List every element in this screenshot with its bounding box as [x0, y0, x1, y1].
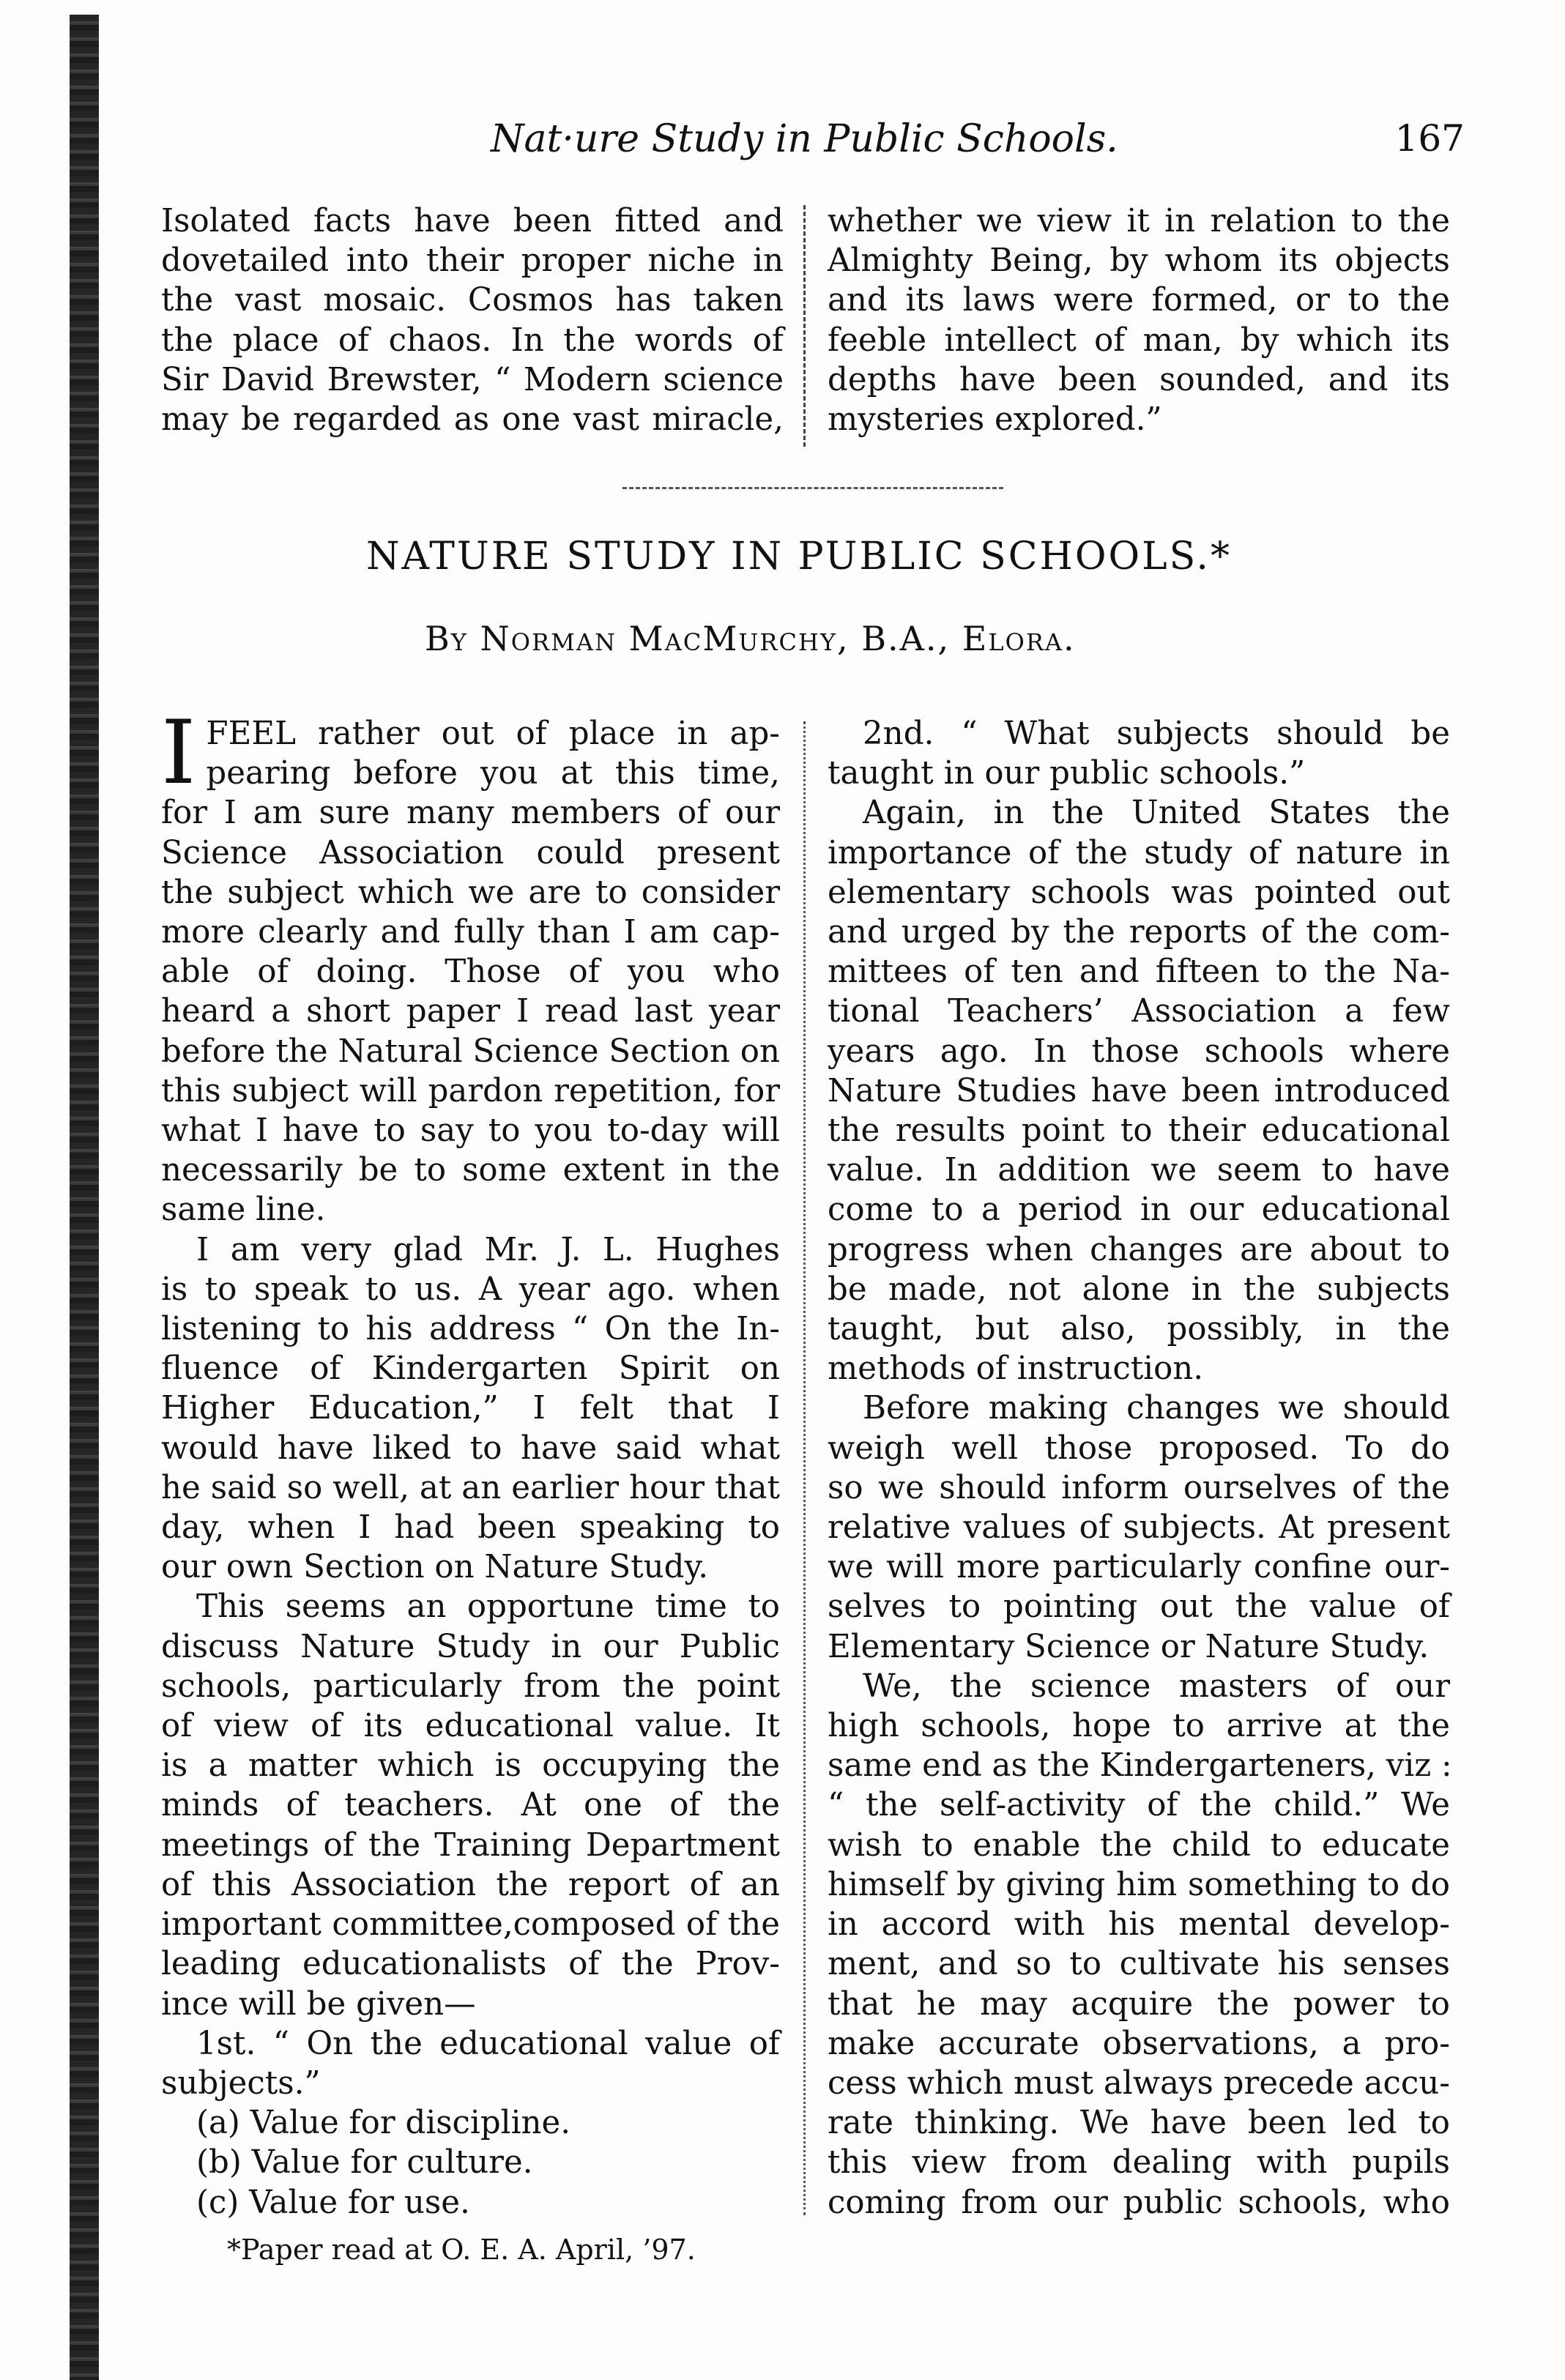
text-line: Before making changes we should: [863, 1390, 1450, 1427]
text-line: wish to enable the child to educate: [828, 1826, 1450, 1864]
text-line: I am very glad Mr. J. L. Hughes: [196, 1231, 780, 1268]
text-line: and its laws were formed, or to the: [828, 282, 1450, 319]
text-line: himself by giving him something to do: [828, 1866, 1450, 1903]
list-item: (b) Value for culture.: [196, 2144, 533, 2182]
text-line: this subject will pardon repetition, for: [161, 1072, 780, 1109]
text-line: Nature Studies have been introduced: [828, 1072, 1450, 1109]
top-right-column: [828, 201, 1450, 439]
text-line: listening to his address “ On the In-: [161, 1311, 780, 1348]
text-line: high schools, hope to arrive at the: [828, 1708, 1450, 1745]
text-line: subjects.”: [161, 2064, 321, 2102]
text-line: minds of teachers. At one of the: [161, 1787, 780, 1824]
text-line: years ago. In those schools where: [828, 1033, 1450, 1070]
text-line: may be regarded as one vast miracle,: [161, 401, 784, 439]
text-line: necessarily be to some extent in the: [161, 1152, 780, 1189]
text-line: and urged by the reports of the com-: [828, 914, 1450, 951]
column-divider: [803, 205, 806, 447]
text-line: so we should inform ourselves of the: [828, 1469, 1450, 1506]
opening-paragraph: [161, 702, 780, 804]
text-line: pearing before you at this time,: [206, 755, 780, 792]
text-line: for I am sure many members of our: [161, 795, 780, 832]
text-line: Elementary Science or Nature Study.: [828, 1628, 1430, 1665]
text-line: cess which must always precede accu-: [828, 2064, 1450, 2102]
section-divider: [622, 487, 1003, 489]
article-byline: By Norman MacMurchy, B.A., Elora.: [425, 619, 1076, 658]
scan-binding-edge: [70, 15, 99, 2380]
text-line: FEEL rather out of place in ap-: [206, 715, 780, 752]
page-number: 167: [1394, 117, 1465, 160]
text-line: importance of the study of nature in: [828, 834, 1450, 871]
text-line: “ the self-activity of the child.” We: [828, 1787, 1450, 1824]
text-line: of this Association the report of an: [161, 1866, 780, 1903]
text-line: Sir David Brewster, “ Modern science: [161, 361, 784, 398]
text-line: This seems an opportune time to: [196, 1588, 780, 1626]
text-line: Again, in the United States the: [863, 795, 1450, 832]
text-line: relative values of subjects. At present: [828, 1509, 1450, 1547]
page-header: [469, 117, 1465, 176]
text-line: 2nd. “ What subjects should be: [863, 715, 1450, 752]
text-line: feeble intellect of man, by which its: [828, 321, 1450, 359]
text-line: depths have been sounded, and its: [828, 361, 1450, 398]
text-line: mysteries explored.”: [828, 401, 1162, 439]
text-line: important committee,composed of the: [161, 1906, 780, 1944]
text-line: mittees of ten and fifteen to the Na-: [828, 953, 1450, 991]
drop-cap: I: [161, 702, 196, 804]
text-line: we will more particularly confine our-: [828, 1549, 1450, 1586]
text-line: is a matter which is occupying the: [161, 1747, 780, 1785]
text-line: taught in our public schools.”: [828, 755, 1306, 792]
text-line: fluence of Kindergarten Spirit on: [161, 1350, 780, 1388]
top-left-column: [161, 201, 784, 439]
text-line: ince will be given—: [161, 1985, 476, 2023]
text-line: make accurate observations, a pro-: [828, 2025, 1450, 2062]
text-line: in accord with his mental develop-: [828, 1906, 1450, 1944]
text-line: the place of chaos. In the words of: [161, 321, 784, 359]
text-line: methods of instruction.: [828, 1350, 1204, 1388]
text-line: be made, not alone in the subjects: [828, 1271, 1450, 1308]
text-line: the results point to their educational: [828, 1112, 1450, 1150]
text-line: that he may acquire the power to: [828, 1985, 1450, 2023]
text-line: tional Teachers’ Association a few: [828, 993, 1450, 1030]
text-line: progress when changes are about to: [828, 1231, 1450, 1268]
text-line: is to speak to us. A year ago. when: [161, 1271, 780, 1308]
main-left-column: [161, 702, 780, 2223]
text-line: would have liked to have said what: [161, 1429, 780, 1467]
footnote: *Paper read at O. E. A. April, ’97.: [227, 2234, 696, 2266]
text-line: value. In addition we seem to have: [828, 1152, 1450, 1189]
text-line: taught, but also, possibly, in the: [828, 1311, 1450, 1348]
main-right-column: [828, 714, 1450, 2223]
column-divider: [803, 721, 806, 2215]
text-line: coming from our public schools, who: [828, 2184, 1450, 2221]
text-line: able of doing. Those of you who: [161, 953, 780, 991]
running-title: Nat·ure Study in Public Schools.: [491, 117, 1118, 161]
list-item: (c) Value for use.: [196, 2184, 470, 2221]
text-line: Higher Education,” I felt that I: [161, 1390, 780, 1427]
text-line: what I have to say to you to-day will: [161, 1112, 780, 1150]
article-title: NATURE STUDY IN PUBLIC SCHOOLS.*: [366, 535, 1232, 579]
text-line: this view from dealing with pupils: [828, 2144, 1450, 2182]
text-line: day, when I had been speaking to: [161, 1509, 780, 1547]
text-line: weigh well those proposed. To do: [828, 1429, 1450, 1467]
text-line: he said so well, at an earlier hour that: [161, 1469, 780, 1506]
text-line: elementary schools was pointed out: [828, 874, 1450, 911]
text-line: the subject which we are to consider: [161, 874, 780, 911]
text-line: before the Natural Science Section on: [161, 1033, 780, 1070]
text-line: rate thinking. We have been led to: [828, 2105, 1450, 2142]
text-line: selves to pointing out the value of: [828, 1588, 1450, 1626]
text-line: the vast mosaic. Cosmos has taken: [161, 282, 784, 319]
text-line: of view of its educational value. It: [161, 1708, 780, 1745]
text-line: schools, particularly from the point: [161, 1667, 780, 1705]
text-line: whether we view it in relation to the: [828, 203, 1450, 239]
text-line: meetings of the Training Department: [161, 1826, 780, 1864]
text-line: ment, and so to cultivate his senses: [828, 1946, 1450, 1983]
text-line: Science Association could present: [161, 834, 780, 871]
text-line: our own Section on Nature Study.: [161, 1549, 709, 1586]
text-line: Almighty Being, by whom its objects: [828, 242, 1450, 280]
text-line: same end as the Kindergarteners, viz :: [828, 1747, 1452, 1785]
text-line: same line.: [161, 1191, 326, 1229]
text-line: dovetailed into their proper niche in: [161, 242, 784, 280]
list-item: (a) Value for discipline.: [196, 2105, 571, 2142]
text-line: come to a period in our educational: [828, 1191, 1450, 1229]
text-line: heard a short paper I read last year: [161, 993, 780, 1030]
text-line: discuss Nature Study in our Public: [161, 1628, 780, 1665]
text-line: leading educationalists of the Prov-: [161, 1946, 780, 1983]
text-line: more clearly and fully than I am cap-: [161, 914, 780, 951]
text-line: 1st. “ On the educational value of: [196, 2025, 780, 2062]
text-line: We, the science masters of our: [863, 1667, 1450, 1705]
text-line: Isolated facts have been fitted and: [161, 203, 784, 239]
